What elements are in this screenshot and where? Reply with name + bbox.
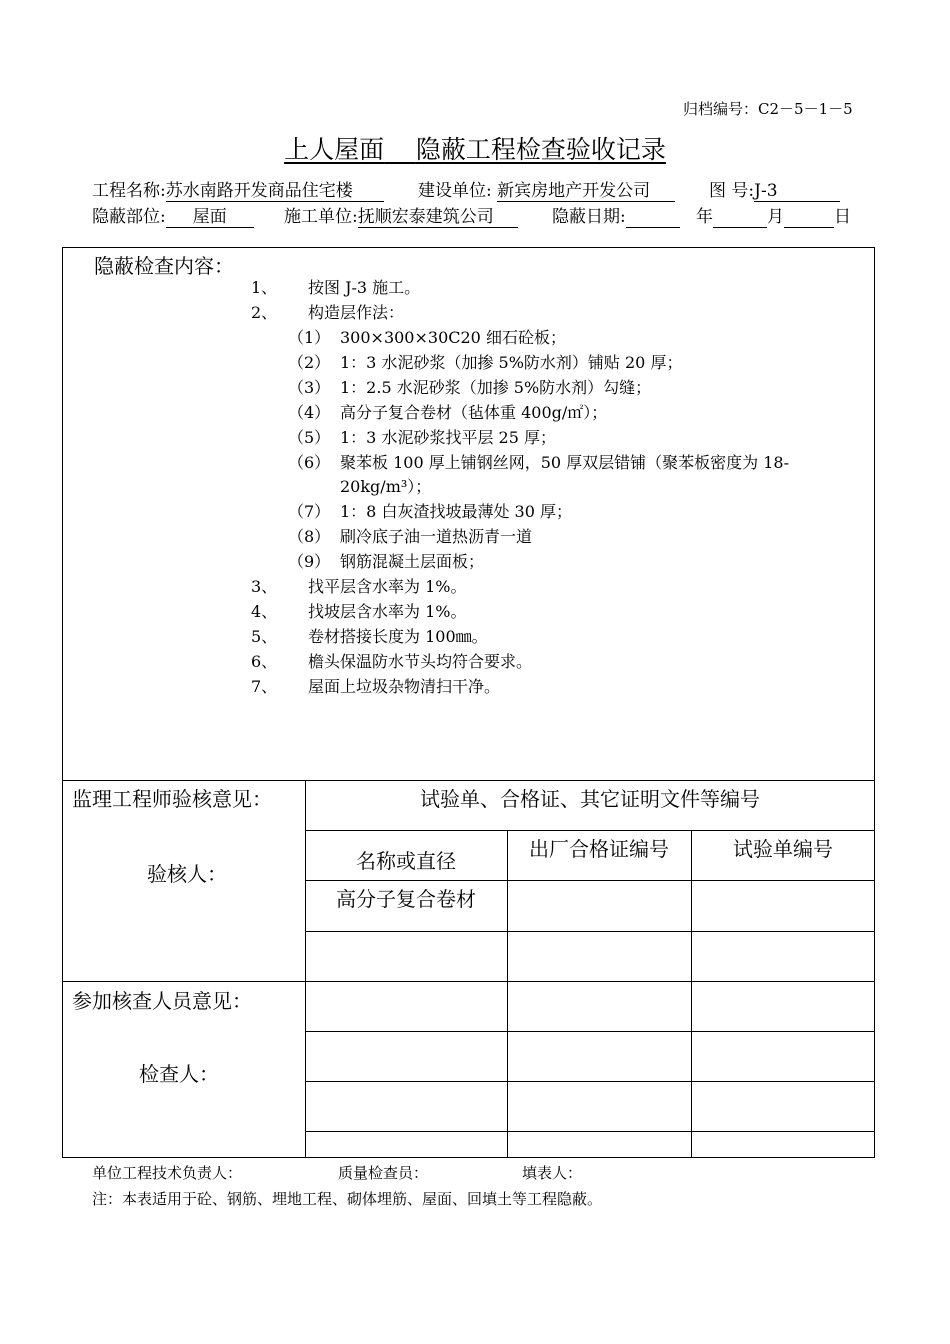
day-label: 日 <box>833 207 851 227</box>
col-header-name: 名称或直径 <box>356 849 456 873</box>
inspection-item-text: 找平层含水率为 1%。 <box>308 577 467 596</box>
divider-col-test <box>691 830 692 1158</box>
part-value: 屋面 <box>166 202 254 228</box>
inspection-item-number: 6、 <box>251 652 278 671</box>
layer-number: （6） <box>288 453 331 472</box>
layer-number: （1） <box>288 328 331 347</box>
qc-label: 质量检查员： <box>338 1164 429 1182</box>
archive-number: 归档编号：C2－5－1－5 <box>683 100 853 118</box>
divider-docs-row5 <box>305 1131 875 1132</box>
month-blank <box>784 207 834 228</box>
checker-label: 验核人： <box>147 862 227 886</box>
layer-text: 刷冷底子油一道热沥青一道 <box>340 527 533 546</box>
layer-number: （5） <box>288 428 331 447</box>
layer-number: （3） <box>288 378 331 397</box>
inspection-item-text: 卷材搭接长度为 100㎜。 <box>308 627 488 646</box>
inspection-item: 1、 <box>251 278 278 297</box>
inspection-item-number: 4、 <box>251 602 278 621</box>
divider-col-cert <box>507 830 508 1158</box>
divider-docs-title <box>305 830 875 831</box>
col-header-test: 试验单编号 <box>733 837 833 861</box>
divider-left-column <box>305 780 306 1158</box>
contractor-label: 施工单位: <box>284 207 358 227</box>
inspection-item: 2、 <box>251 303 278 322</box>
layer-text: 1：3 水泥砂浆找平层 25 厚； <box>340 428 556 447</box>
project-label: 工程名称: <box>92 181 166 201</box>
drawing-value: J-3 <box>754 181 840 202</box>
year-label: 年 <box>695 207 713 227</box>
divider-review-sections <box>62 981 875 982</box>
year-blank <box>713 207 767 228</box>
builder-label: 建设单位: <box>418 181 492 201</box>
concealed-part-field <box>92 202 254 228</box>
project-value: 苏水南路开发商品住宅楼 <box>166 176 384 202</box>
divider-docs-header <box>305 880 875 881</box>
layer-text: 1：2.5 水泥砂浆（加掺 5%防水剂）勾缝； <box>340 378 652 397</box>
supervisor-opinion-label: 监理工程师验核意见： <box>72 787 272 811</box>
layer-text: 1：3 水泥砂浆（加掺 5%防水剂）铺贴 20 厚； <box>340 353 683 372</box>
layer-number: （2） <box>288 353 331 372</box>
builder-value: 新宾房地产开发公司 <box>497 176 675 202</box>
divider-docs-row1 <box>305 931 875 932</box>
layer-number: （4） <box>288 403 331 422</box>
drawing-label: 图 号: <box>709 181 755 201</box>
drawing-field <box>709 176 840 202</box>
page-title <box>0 130 950 166</box>
part-label: 隐蔽部位: <box>92 207 166 227</box>
layer-text: 高分子复合卷材（毡体重 400g/㎡）； <box>340 403 608 422</box>
inspection-item-text: 按图 J-3 施工。 <box>308 278 421 297</box>
date-blank <box>626 207 680 228</box>
layer-text-continued: 20kg/m³）； <box>340 477 432 496</box>
divider-content-bottom <box>62 780 875 781</box>
layer-text: 1：8 白灰渣找坡最薄处 30 厚； <box>340 502 572 521</box>
tech-lead-label: 单位工程技术负责人： <box>92 1164 243 1182</box>
layer-text: 钢筋混凝土层面板； <box>340 552 485 571</box>
inspection-item-text: 檐头保温防水节头均符合要求。 <box>308 652 533 671</box>
layer-number: （8） <box>288 527 331 546</box>
layer-number: （9） <box>288 552 331 571</box>
project-name-field <box>92 176 384 202</box>
docs-row-name: 高分子复合卷材 <box>336 887 476 911</box>
inspection-item-number: 3、 <box>251 577 278 596</box>
contractor-value: 抚顺宏泰建筑公司 <box>358 202 518 228</box>
layer-number: （7） <box>288 502 331 521</box>
title-prefix: 上人屋面 <box>284 135 385 164</box>
col-header-cert: 出厂合格证编号 <box>529 837 669 861</box>
layer-text: 300×300×30C20 细石砼板； <box>340 328 566 347</box>
date-field <box>552 202 851 228</box>
inspection-heading: 隐蔽检查内容： <box>94 254 234 278</box>
date-label: 隐蔽日期: <box>552 207 626 227</box>
month-label: 月 <box>766 207 784 227</box>
divider-docs-row3 <box>305 1031 875 1032</box>
inspection-item-number: 5、 <box>251 627 278 646</box>
inspection-item-text: 找坡层含水率为 1%。 <box>308 602 467 621</box>
inspection-item-number: 7、 <box>251 677 278 696</box>
inspection-item-text: 屋面上垃圾杂物清扫干净。 <box>308 677 501 696</box>
divider-docs-row4 <box>305 1081 875 1082</box>
builder-field <box>418 176 675 202</box>
docs-title: 试验单、合格证、其它证明文件等编号 <box>420 787 760 811</box>
contractor-field <box>284 202 518 228</box>
participants-opinion-label: 参加核查人员意见： <box>72 989 252 1013</box>
inspection-item-text: 构造层作法： <box>308 303 405 322</box>
filler-label: 填表人： <box>522 1164 583 1182</box>
title-main: 隐蔽工程检查验收记录 <box>415 135 666 164</box>
footnote: 注：本表适用于砼、钢筋、埋地工程、砌体埋筋、屋面、回填土等工程隐蔽。 <box>92 1190 603 1208</box>
layer-text: 聚苯板 100 厚上铺钢丝网，50 厚双层错铺（聚苯板密度为 18- <box>340 453 790 472</box>
inspector-label: 检查人： <box>139 1062 219 1086</box>
